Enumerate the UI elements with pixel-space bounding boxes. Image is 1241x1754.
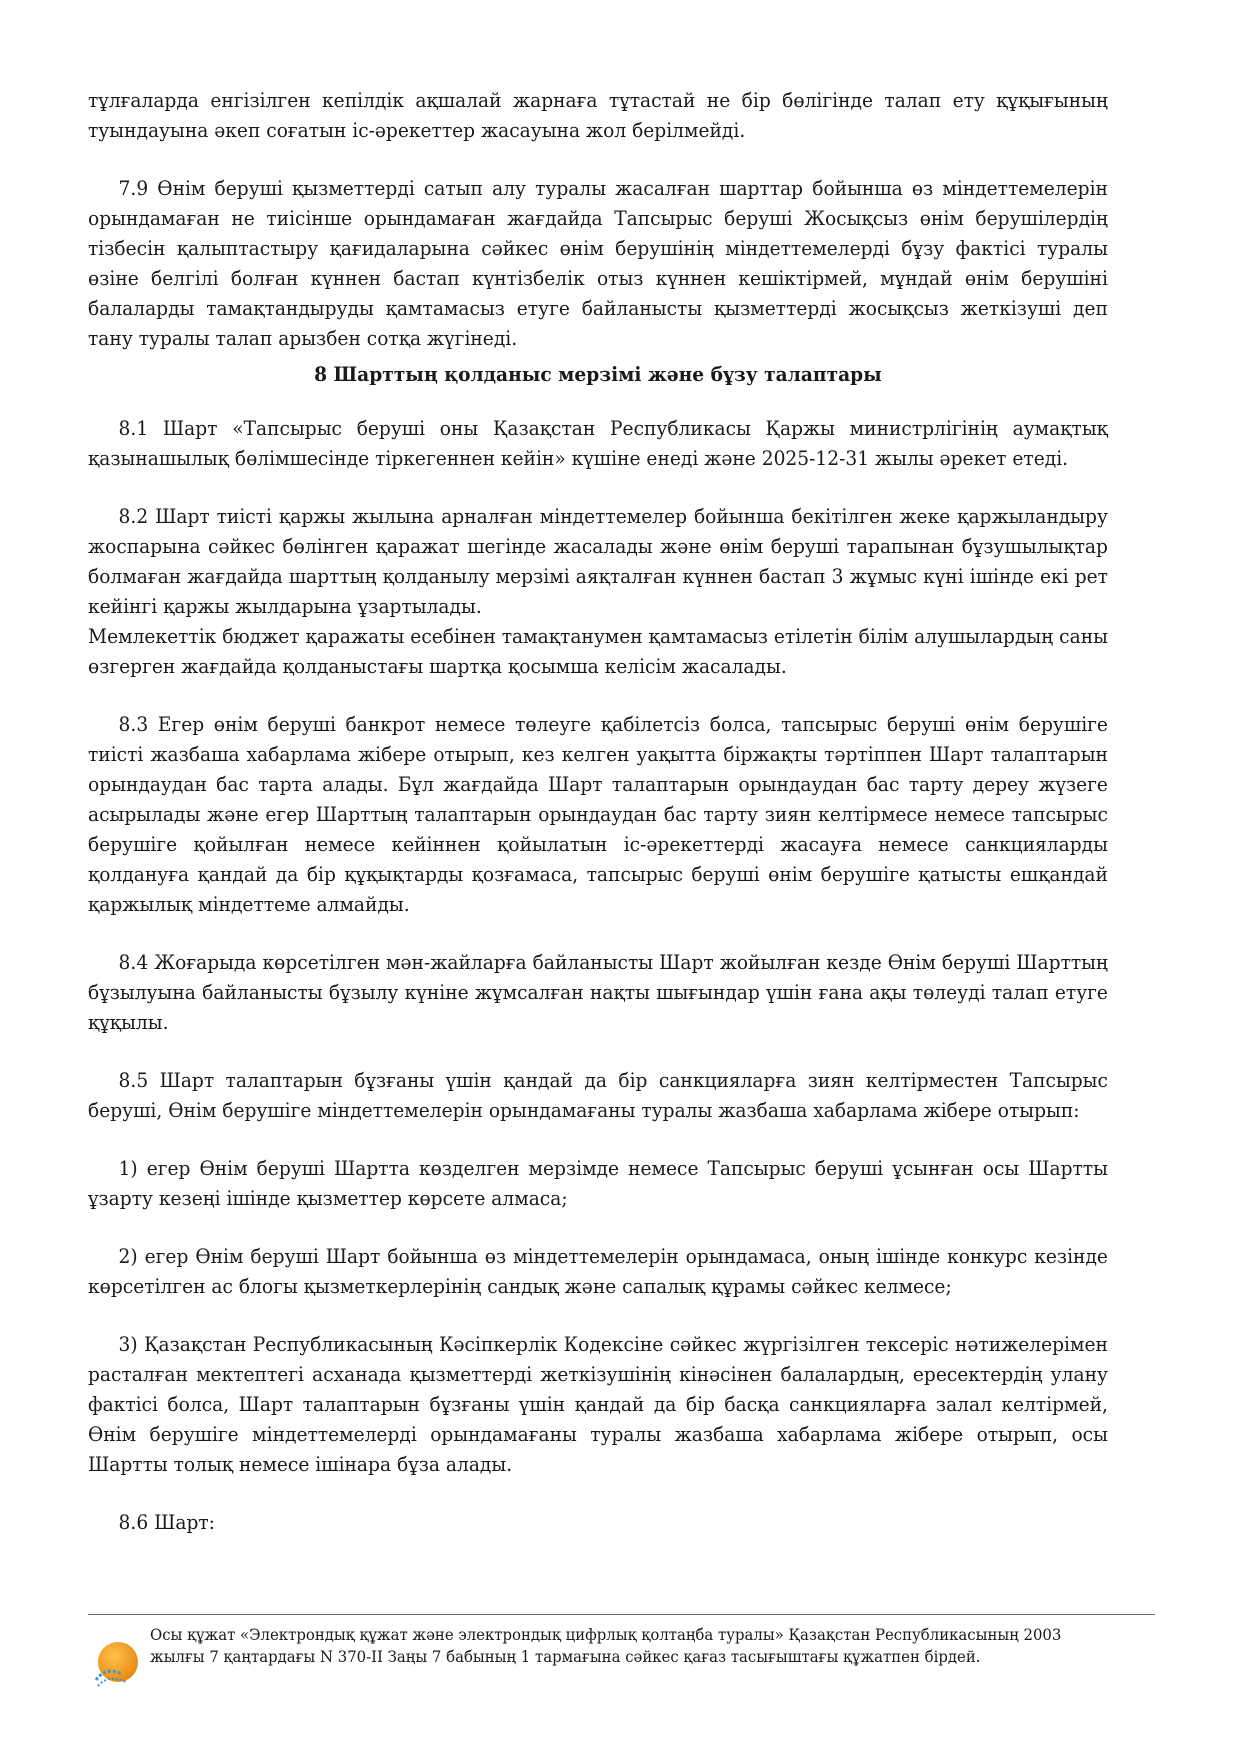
paragraph-8-3: 8.3 Егер өнім беруші банкрот немесе төлеуге қабілетсіз болса, тапсырыс беруші өнім берушіге тиісті жазбаша хабарлама жібере отырып, кез келген уақытта біржақты тәртіппен Шарт талаптарын орындаудан бас тарта алады. Бұл жағдайда Шарт талаптарын орындаудан бас тарту дереу жүзеге асырылады және егер Шарттың талаптарын орындаудан бас тарту зиян келтірмесе немесе тапсырыс берушіге қойылған немесе кейіннен қойылатын іс-әрекеттерді жасауға немесе санкцияларды қолдануға қандай да бір құқықтарды қозғамаса, тапсырыс беруші өнім берушіге қатысты ешқандай қаржылық міндеттеме алмайды. [88,713,1108,916]
section-heading-8: 8 Шарттың қолданыс мерзімі және бұзу талаптары [314,363,882,386]
paragraph-7-9: 7.9 Өнім беруші қызметтерді сатып алу туралы жасалған шарттар бойынша өз міндеттемелерін орындамаған не тиісінше орындамаған жағдайда Тапсырыс беруші Жосықсыз өнім берушілердің тізбесін қалыптастыру қағидаларына сәйкес өнім берушінің міндеттемелерді бұзу фактісі туралы өзіне белгілі болған күннен бастап күнтізбелік отыз күннен кешіктірмей, мұндай өнім берушіні балаларды тамақтандыруды қамтамасыз етуге байланысты қызметтерді жосықсыз жеткізуші деп тану туралы талап арызбен сотқа жүгінеді. [88,177,1108,350]
paragraph-8-2-continuation: Мемлекеттік бюджет қаражаты есебінен тамақтанумен қамтамасыз етілетін білім алушылардың саны өзгерген жағдайда қолданыстағы шартқа қосымша келісім жасалады. [88,625,1108,678]
list-item-1: 1) егер Өнім беруші Шартта көзделген мерзімде немесе Тапсырыс беруші ұсынған осы Шартты ұзарту кезеңі ішінде қызметтер көрсете алмаса; [88,1157,1108,1210]
document-page [88,86,1156,1538]
paragraph-8-4: 8.4 Жоғарыда көрсетілген мән-жайларға байланысты Шарт жойылған кезде Өнім беруші Шарттың бұзылуына байланысты бұзылу күніне жұмсалған нақты шығындар үшін ғана ақы төлеуді талап етуге құқылы. [88,951,1108,1034]
list-item-2: 2) егер Өнім беруші Шарт бойынша өз міндеттемелерін орындамаса, оның ішінде конкурс кезінде көрсетілген ас блогы қызметкерлерінің сандық және сапалық құрамы сәйкес келмесе; [88,1245,1108,1298]
footer-legal-notice: Осы құжат «Электрондық құжат және электрондық цифрлық қолтаңба туралы» Қазақстан Республикасының 2003 жылғы 7 қаңтардағы N 370-II Заңы 7 бабының 1 тармағына сәйкес қағаз тасығыштағы құжатпен бірдей. [150,1625,1062,1666]
document-body [88,86,1108,1538]
paragraph-8-2: 8.2 Шарт тиісті қаржы жылына арналған міндеттемелер бойынша бекітілген жеке қаржыландыру жоспарына сәйкес бөлінген қаражат шегінде жасалады және өнім беруші тарапынан бұзушылықтар болмаған жағдайда шарттың қолданылу мерзімі аяқталған күннен бастап 3 жұмыс күні ішінде екі рет кейінгі қаржы жылдарына ұзартылады. [88,505,1108,618]
footer-divider [88,1614,1155,1615]
paragraph-8-6: 8.6 Шарт: [118,1511,215,1534]
paragraph-continuation: тұлғаларда енгізілген кепілдік ақшалай жарнаға тұтастай не бір бөлігінде талап ету құқығының туындауына әкеп соғатын іс-әрекеттер жасауына жол берілмейді. [88,89,1108,142]
list-item-3: 3) Қазақстан Республикасының Кәсіпкерлік Кодексіне сәйкес жүргізілген тексеріс нәтижелерімен расталған мектептегі асханада қызметтерді жеткізушінің кінәсінен балалардың, ересектердің улану фактісі болса, Шарт талаптарын бұзғаны үшін қандай да бір басқа санкцияларға залал келтірмей, Өнім берушіге міндеттемелерді орындамағаны туралы жазбаша хабарлама жібере отырып, осы Шартты толық немесе ішінара бұза алады. [88,1333,1108,1476]
paragraph-8-5: 8.5 Шарт талаптарын бұзғаны үшін қандай да бір санкцияларға зиян келтірместен Тапсырыс беруші, Өнім берушіге міндеттемелерін орындамағаны туралы жазбаша хабарлама жібере отырып: [88,1069,1108,1122]
egov-seal-icon [92,1640,140,1688]
footer [92,1624,1152,1704]
paragraph-8-1: 8.1 Шарт «Тапсырыс беруші оны Қазақстан Республикасы Қаржы министрлігінің аумақтық қазынашылық бөлімшесінде тіркегеннен кейін» күшіне енеді және 2025-12-31 жылы әрекет етеді. [88,417,1108,470]
